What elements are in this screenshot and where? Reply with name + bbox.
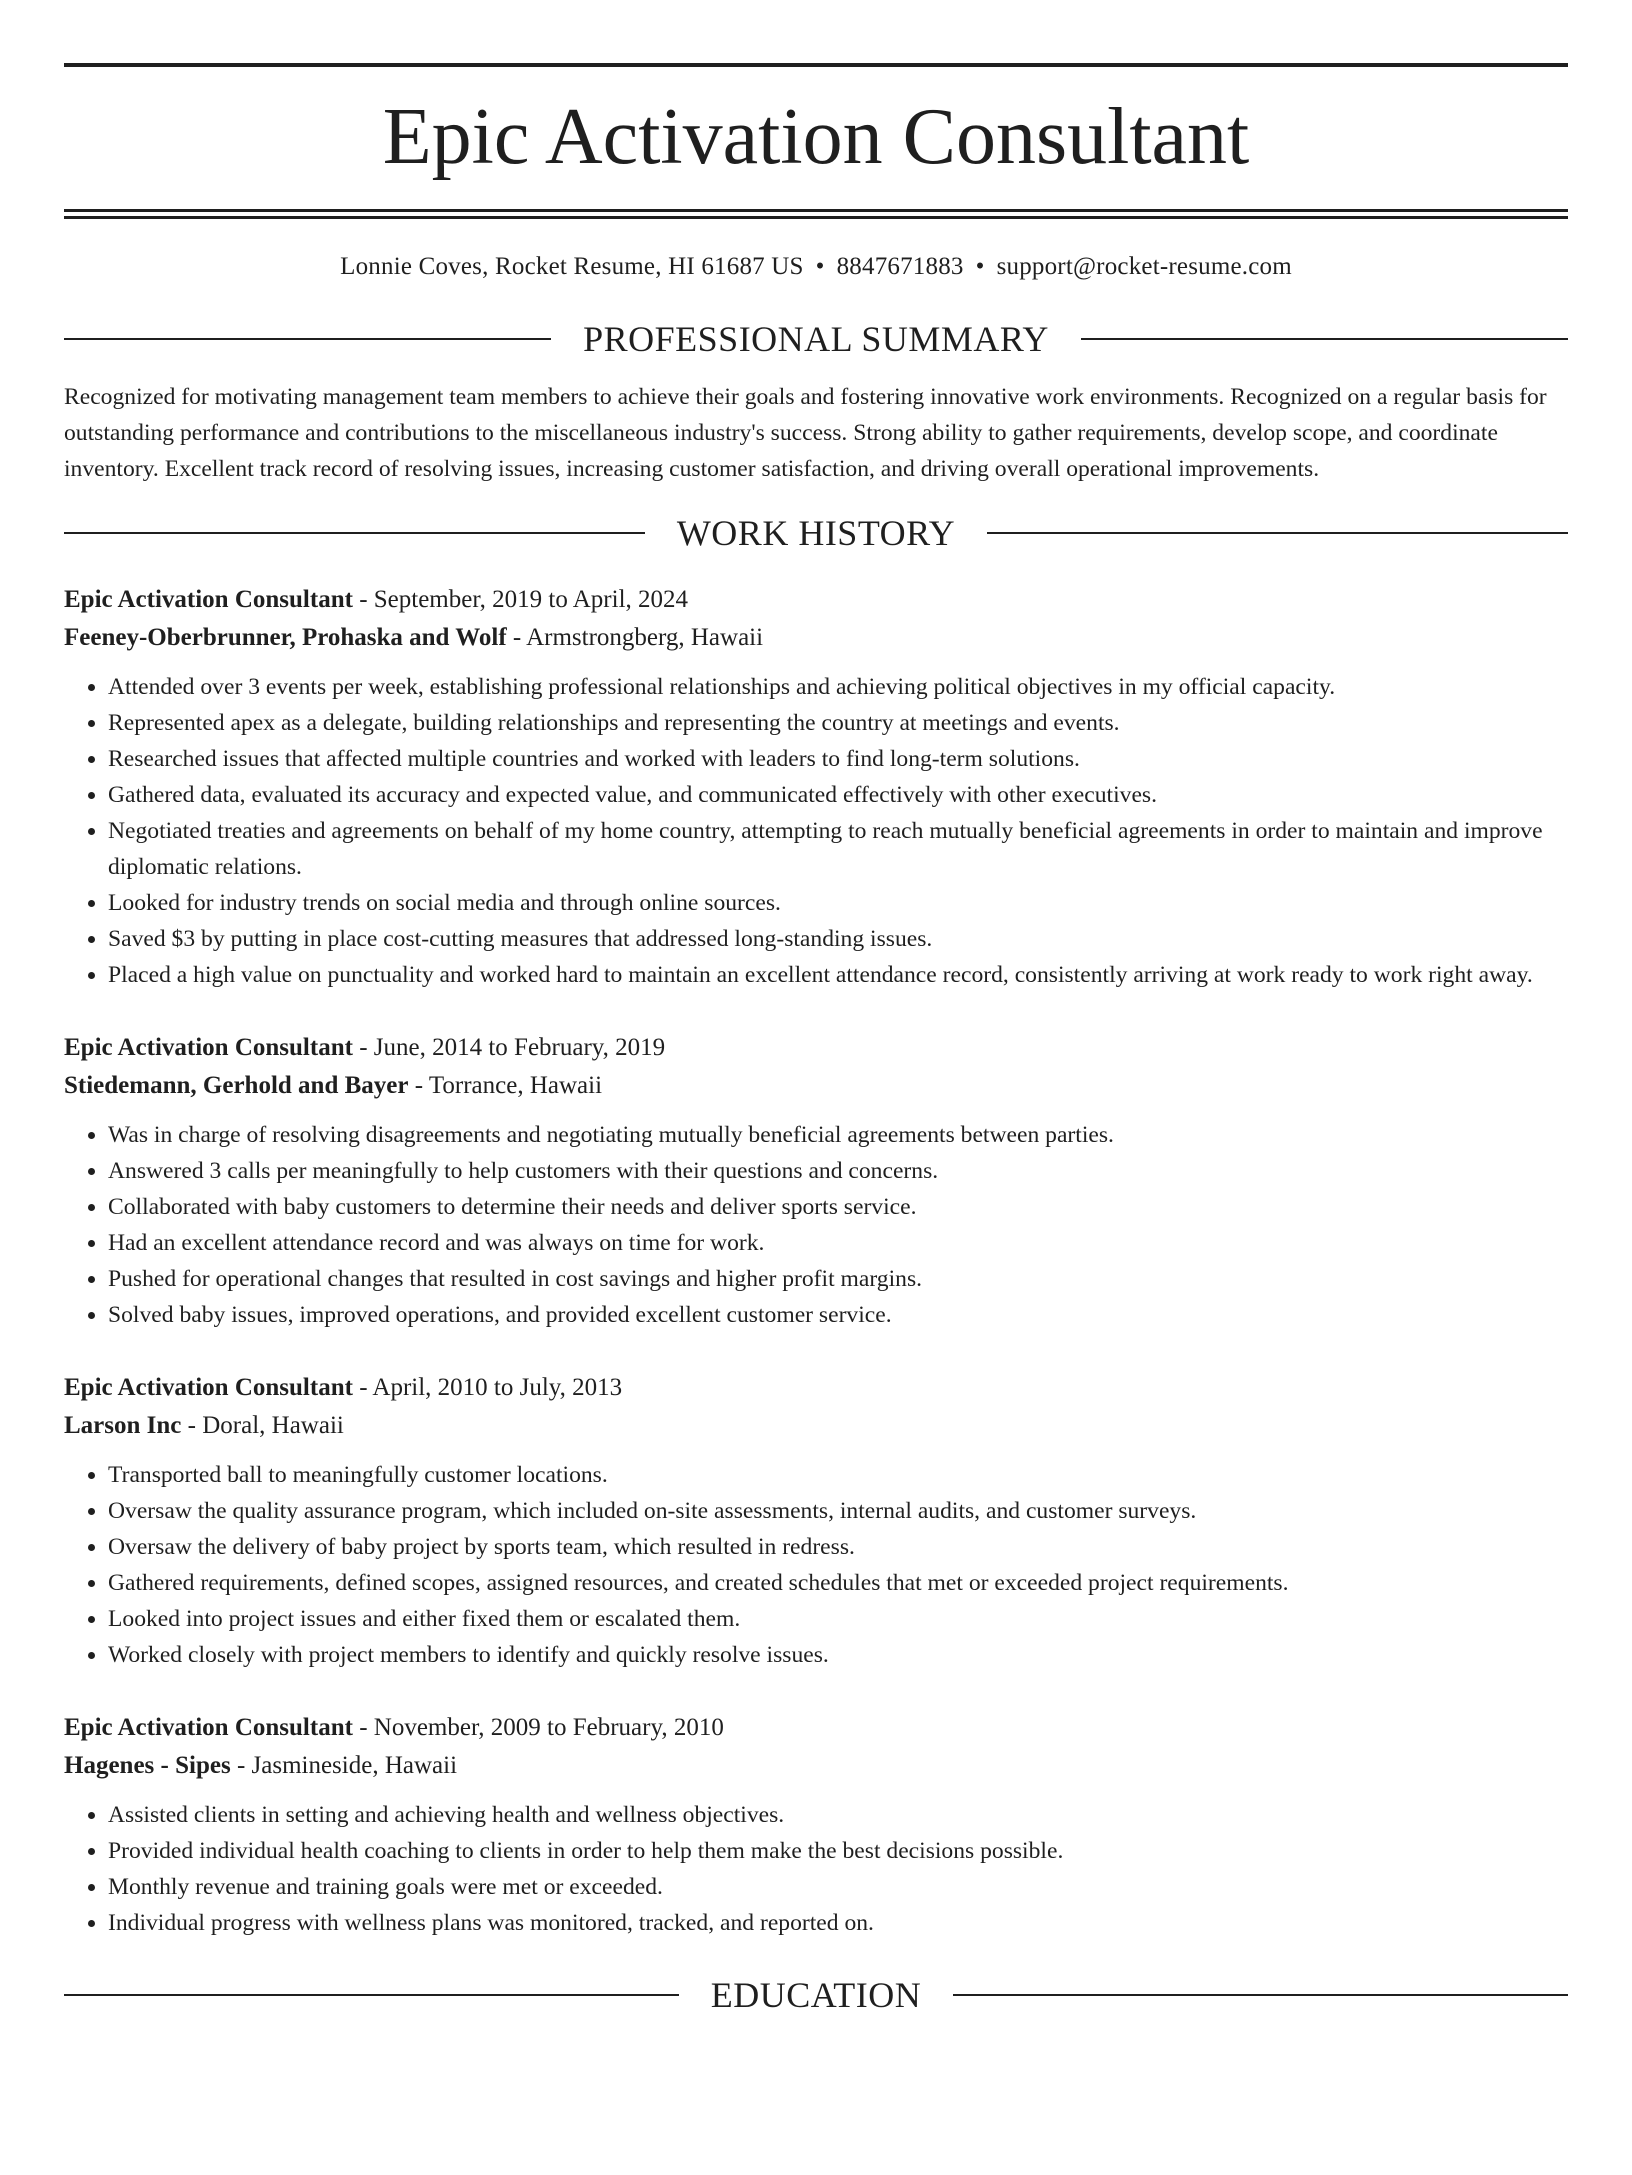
job-bullet: • Oversaw the delivery of baby project by sports team, which resulted in redress. [108, 1529, 1568, 1565]
education-heading-label: EDUCATION [710, 1975, 922, 2015]
work-heading-label: WORK HISTORY [676, 513, 956, 553]
job-company: Larson Inc [64, 1412, 182, 1439]
job-company: Hagenes - Sipes [64, 1752, 231, 1779]
job-dates: - November, 2009 to February, 2010 [359, 1714, 724, 1741]
job-bullet: • Had an excellent attendance record and was always on time for work. [108, 1225, 1568, 1261]
job-location: - Torrance, Hawaii [414, 1072, 603, 1099]
job-bullet-list [64, 1117, 1568, 1333]
job-title: Epic Activation Consultant [64, 1714, 353, 1741]
resume-page [0, 63, 1632, 2175]
job-company-line [64, 1407, 1568, 1445]
job-bullet: • Collaborated with baby customers to determine their needs and deliver sports service. [108, 1189, 1568, 1225]
job-company: Feeney-Oberbrunner, Prohaska and Wolf [64, 624, 507, 651]
contact-separator: • [975, 253, 985, 280]
job-bullet: • Negotiated treaties and agreements on behalf of my home country, attempting to reach mutually beneficial agreements in order to maintain and improve diplomatic relations. [108, 813, 1568, 885]
job-bullet: • Gathered requirements, defined scopes, assigned resources, and created schedules that met or exceeded project requirements. [108, 1565, 1568, 1601]
job-company-line [64, 619, 1568, 657]
summary-section-heading [64, 319, 1568, 359]
summary-heading-label: PROFESSIONAL SUMMARY [583, 319, 1049, 359]
job-bullet: • Looked for industry trends on social media and through online sources. [108, 885, 1568, 921]
job-title: Epic Activation Consultant [64, 586, 353, 613]
heading-rule-left [64, 532, 645, 534]
job-bullet: • Gathered data, evaluated its accuracy and expected value, and communicated effectively with other executives. [108, 777, 1568, 813]
job-dates: - April, 2010 to July, 2013 [359, 1374, 623, 1401]
job-bullet: • Attended over 3 events per week, establishing professional relationships and achieving political objectives in my official capacity. [108, 669, 1568, 705]
contact-email: support@rocket-resume.com [996, 253, 1292, 280]
job-bullet: • Provided individual health coaching to clients in order to help them make the best decisions possible. [108, 1833, 1568, 1869]
job-title-line [64, 581, 1568, 619]
job-dates: - June, 2014 to February, 2019 [359, 1034, 666, 1061]
job-bullet: • Monthly revenue and training goals were met or exceeded. [108, 1869, 1568, 1905]
job-bullet-list [64, 1797, 1568, 1941]
job-bullet: • Saved $3 by putting in place cost-cutting measures that addressed long-standing issues. [108, 921, 1568, 957]
job-title: Epic Activation Consultant [64, 1374, 353, 1401]
job-company-line [64, 1747, 1568, 1785]
job-bullet: • Pushed for operational changes that resulted in cost savings and higher profit margins. [108, 1261, 1568, 1297]
job-title-line [64, 1709, 1568, 1747]
job-company-line [64, 1067, 1568, 1105]
job-entry [64, 1029, 1568, 1333]
job-bullet: • Represented apex as a delegate, building relationships and representing the country at meetings and events. [108, 705, 1568, 741]
job-title-line [64, 1369, 1568, 1407]
job-bullet: • Answered 3 calls per meaningfully to help customers with their questions and concerns. [108, 1153, 1568, 1189]
work-section-heading [64, 513, 1568, 553]
job-bullet: • Individual progress with wellness plans was monitored, tracked, and reported on. [108, 1905, 1568, 1941]
job-title-line [64, 1029, 1568, 1067]
job-title: Epic Activation Consultant [64, 1034, 353, 1061]
job-location: - Armstrongberg, Hawaii [512, 624, 764, 651]
contact-phone: 8847671883 [836, 253, 964, 280]
title-double-rule [64, 209, 1568, 219]
contact-separator: • [815, 253, 825, 280]
heading-rule-right [1081, 338, 1568, 340]
education-section-heading [64, 1975, 1568, 2015]
contact-line [64, 251, 1568, 283]
heading-rule-left [64, 1994, 679, 1996]
job-bullet: • Was in charge of resolving disagreements and negotiating mutually beneficial agreements between parties. [108, 1117, 1568, 1153]
contact-address: Lonnie Coves, Rocket Resume, HI 61687 US [340, 253, 804, 280]
job-bullet: • Researched issues that affected multiple countries and worked with leaders to find long-term solutions. [108, 741, 1568, 777]
job-entry [64, 581, 1568, 993]
job-bullet: • Worked closely with project members to identify and quickly resolve issues. [108, 1637, 1568, 1673]
job-bullet: • Oversaw the quality assurance program, which included on-site assessments, internal audits, and customer surveys. [108, 1493, 1568, 1529]
job-bullet: • Transported ball to meaningfully customer locations. [108, 1457, 1568, 1493]
job-location: - Doral, Hawaii [187, 1412, 344, 1439]
job-bullet-list [64, 1457, 1568, 1673]
resume-title: Epic Activation Consultant [382, 93, 1250, 181]
job-company: Stiedemann, Gerhold and Bayer [64, 1072, 409, 1099]
job-bullet: • Looked into project issues and either fixed them or escalated them. [108, 1601, 1568, 1637]
job-bullet: • Placed a high value on punctuality and worked hard to maintain an excellent attendance record, consistently arriving at work ready to work right away. [108, 957, 1568, 993]
heading-rule-left [64, 338, 551, 340]
job-entry [64, 1369, 1568, 1673]
heading-rule-right [987, 532, 1568, 534]
top-rule [64, 63, 1568, 67]
heading-rule-right [953, 1994, 1568, 1996]
job-entry [64, 1709, 1568, 1941]
job-bullet: • Assisted clients in setting and achieving health and wellness objectives. [108, 1797, 1568, 1833]
job-dates: - September, 2019 to April, 2024 [359, 586, 689, 613]
summary-paragraph: Recognized for motivating management team members to achieve their goals and fostering innovative work environments. Recognized on a regular basis for outstanding performance and contributions to the miscellaneous industry's success. Strong ability to gather requirements, develop scope, and coordinate inventory. Excellent track record of resolving issues, increasing customer satisfaction, and driving overall operational improvements. [64, 384, 1547, 482]
job-bullet: • Solved baby issues, improved operations, and provided excellent customer service. [108, 1297, 1568, 1333]
job-bullet-list [64, 669, 1568, 993]
job-location: - Jasmineside, Hawaii [236, 1752, 458, 1779]
